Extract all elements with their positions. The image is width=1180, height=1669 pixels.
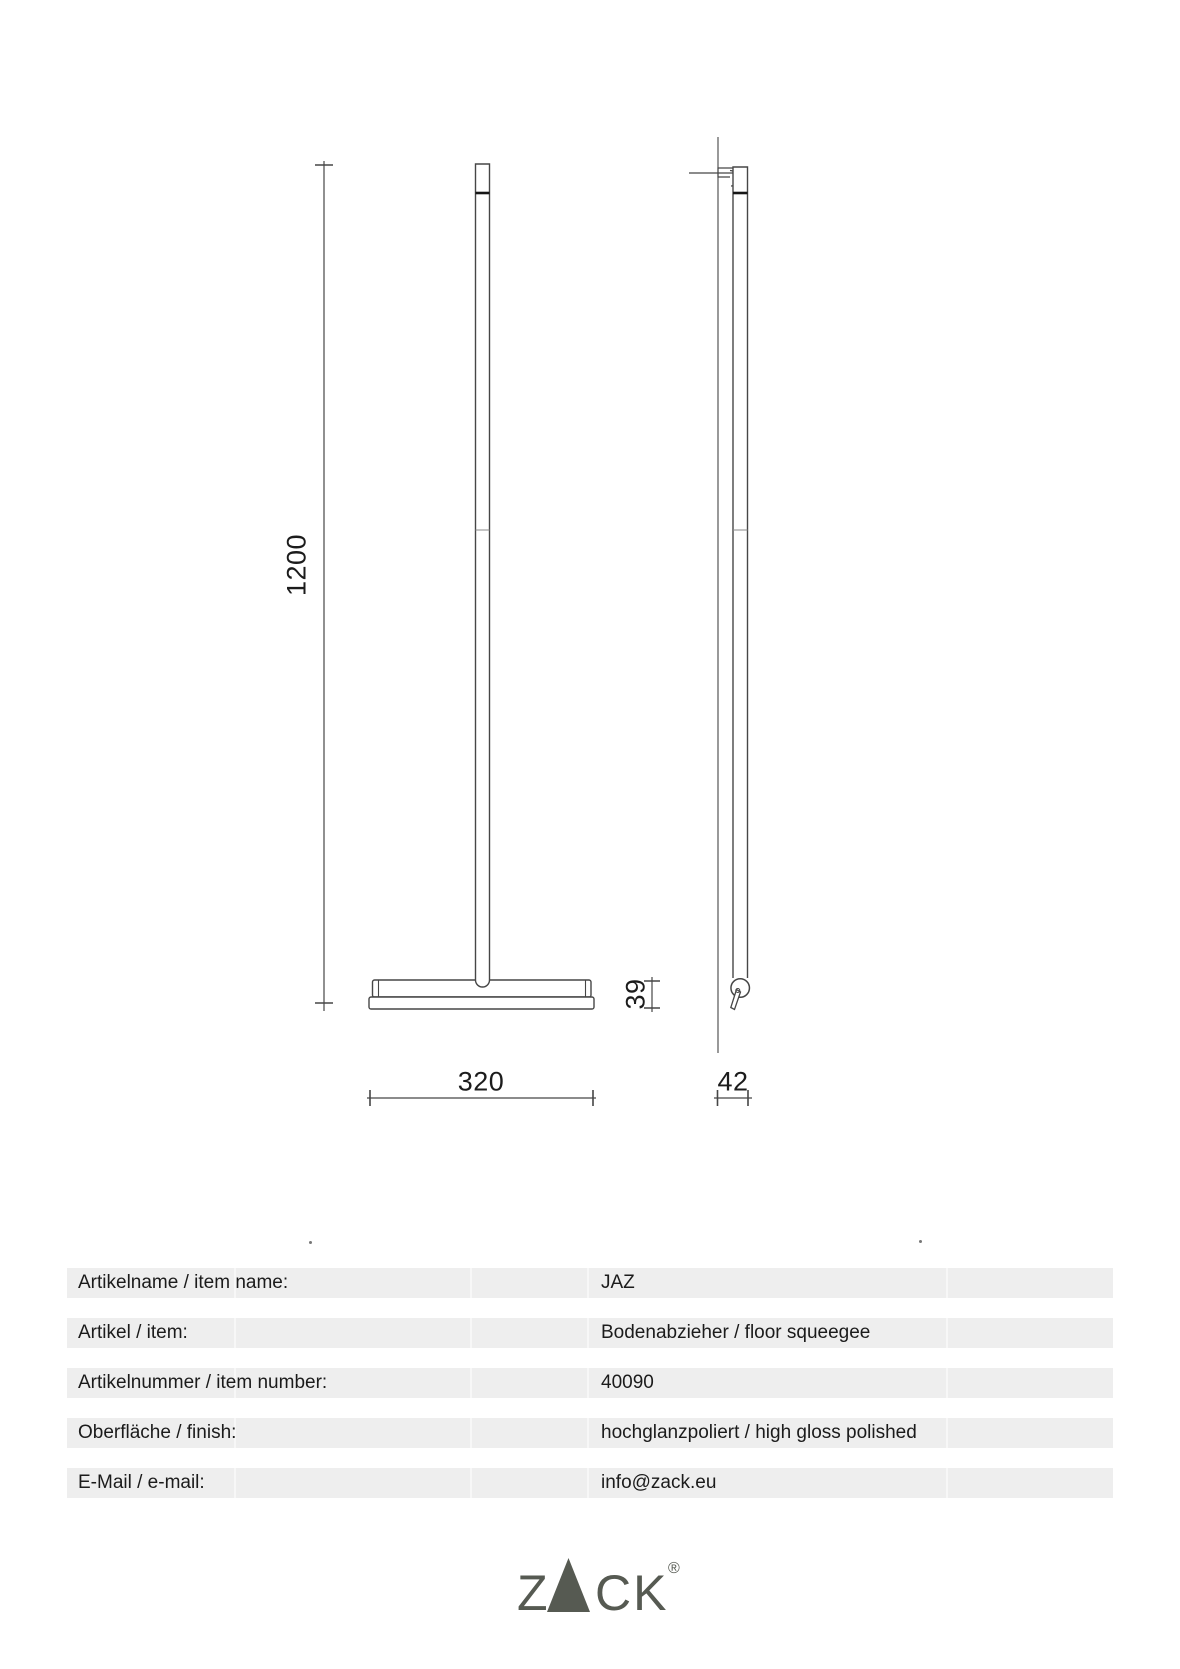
zack-logo <box>517 1558 697 1621</box>
row-value: 40090 <box>601 1372 654 1393</box>
table-row <box>67 1318 1113 1348</box>
spec-table <box>67 1268 1113 1518</box>
row-label: Artikelnummer / item number: <box>78 1372 328 1393</box>
cell-divider <box>587 1468 589 1498</box>
table-row <box>67 1418 1113 1448</box>
cell-divider <box>946 1318 948 1348</box>
cell-divider <box>234 1318 236 1348</box>
cell-divider <box>946 1418 948 1448</box>
cell-divider <box>587 1368 589 1398</box>
cell-divider <box>470 1418 472 1448</box>
logo-letter-z: Z <box>517 1565 548 1621</box>
dim-label-height: 1200 <box>281 533 312 597</box>
front-view <box>369 164 594 1009</box>
cell-divider <box>946 1268 948 1298</box>
row-value: hochglanzpoliert / high gloss polished <box>601 1422 917 1443</box>
stray-mark <box>919 1240 922 1243</box>
cell-divider <box>234 1468 236 1498</box>
cell-divider <box>946 1468 948 1498</box>
zack-triangle-icon <box>547 1558 590 1612</box>
logo-letters-ck: CK <box>595 1565 669 1621</box>
cell-divider <box>470 1268 472 1298</box>
cell-divider <box>470 1468 472 1498</box>
row-value: info@zack.eu <box>601 1472 717 1493</box>
side-view <box>689 137 749 1053</box>
dim-line-height <box>315 161 333 1011</box>
stray-mark <box>309 1241 312 1244</box>
table-row <box>67 1368 1113 1398</box>
table-row <box>67 1468 1113 1498</box>
row-value: Bodenabzieher / floor squeegee <box>601 1322 871 1343</box>
dim-label-width: 320 <box>457 1066 505 1097</box>
row-label: E-Mail / e-mail: <box>78 1472 205 1493</box>
dim-label-blade-height: 39 <box>620 978 651 1010</box>
row-label: Artikelname / item name: <box>78 1272 289 1293</box>
cell-divider <box>587 1318 589 1348</box>
cell-divider <box>946 1368 948 1398</box>
cell-divider <box>470 1368 472 1398</box>
row-value: JAZ <box>601 1272 635 1293</box>
row-label: Artikel / item: <box>78 1322 188 1343</box>
table-row <box>67 1268 1113 1298</box>
cell-divider <box>470 1318 472 1348</box>
row-label: Oberfläche / finish: <box>78 1422 237 1443</box>
cell-divider <box>587 1418 589 1448</box>
cell-divider <box>587 1268 589 1298</box>
dim-label-depth: 42 <box>717 1066 749 1097</box>
registered-trademark-icon: ® <box>668 1560 680 1577</box>
